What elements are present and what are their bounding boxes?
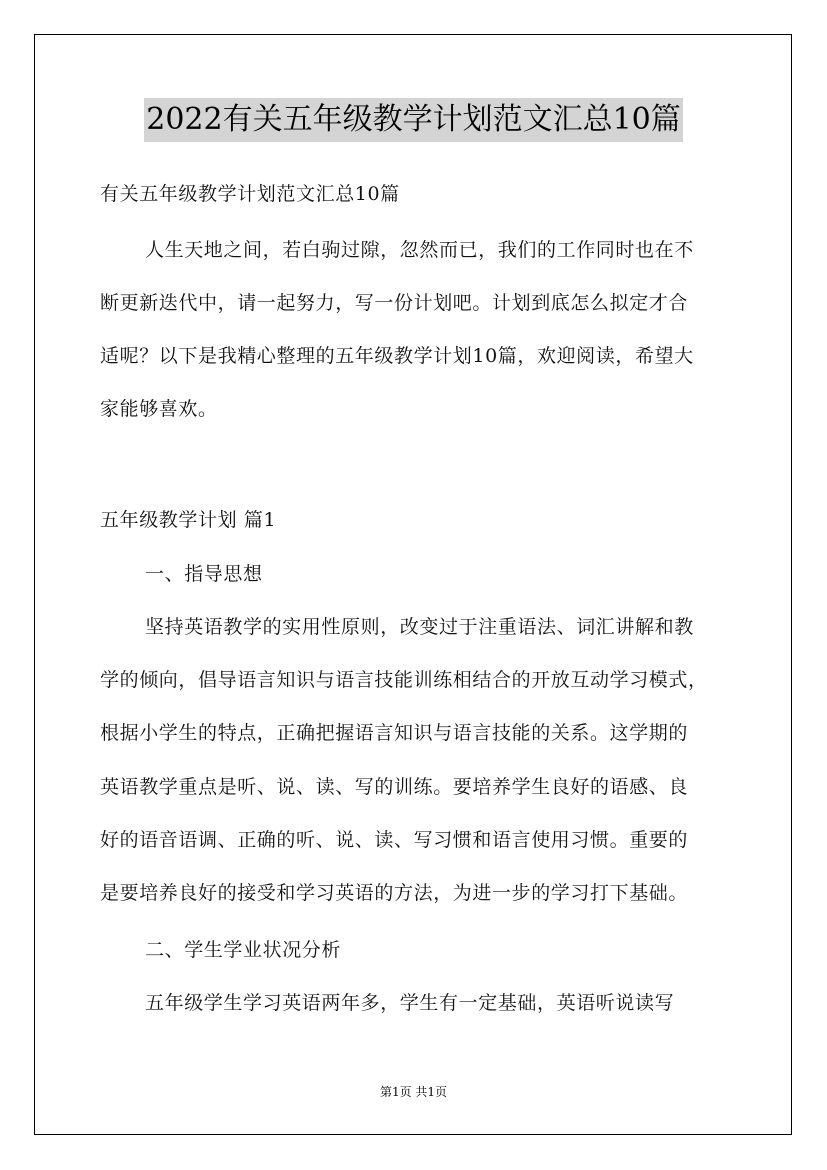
intro-line: 人生天地之间，若白驹过隙，忽然而已，我们的工作同时也在不 [145,239,694,261]
page-number: 第1页 共1页 [379,1085,448,1099]
section-heading: 五年级教学计划 篇1 [100,509,277,531]
document-title: 2022有关五年级教学计划范文汇总10篇 [144,98,683,142]
body-line: 五年级学生学习英语两年多，学生有一定基础，英语听说读写 [145,992,675,1014]
body-line: 坚持英语教学的实用性原则，改变过于注重语法、词汇讲解和教 [145,616,694,638]
part2-heading: 二、学生学业状况分析 [145,939,342,961]
body-line: 根据小学生的特点，正确把握语言知识与语言技能的关系。这学期的 [100,722,689,744]
body-line: 好的语音语调、正确的听、说、读、写习惯和语言使用习惯。重要的 [100,829,689,851]
body-line: 学的倾向，倡导语言知识与语言技能训练相结合的开放互动学习模式， [100,669,708,691]
intro-line: 家能够喜欢。 [100,398,218,420]
intro-line: 断更新迭代中，请一起努力，写一份计划吧。计划到底怎么拟定才合 [100,292,689,314]
intro-line: 适呢？以下是我精心整理的五年级教学计划10篇，欢迎阅读，希望大 [100,345,694,367]
title-block [0,98,827,142]
body-line: 英语教学重点是听、说、读、写的训练。要培养学生良好的语感、良 [100,776,689,798]
subtitle: 有关五年级教学计划范文汇总10篇 [100,183,400,205]
part1-heading: 一、指导思想 [145,563,263,585]
body-line: 是要培养良好的接受和学习英语的方法，为进一步的学习打下基础。 [100,882,689,904]
